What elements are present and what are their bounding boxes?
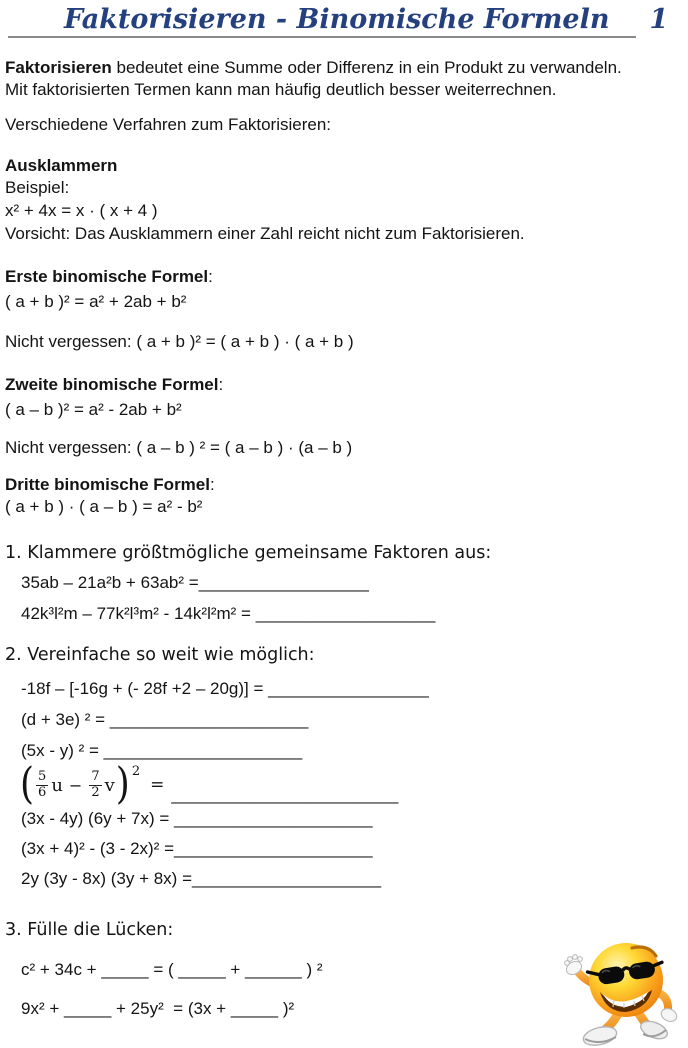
answer-blank: ___________________ [255,604,436,623]
ausklammern-warning: Vorsicht: Das Ausklammern einer Zahl reicht nicht zum Faktorisieren. [5,224,525,243]
denominator: 6 [38,784,47,800]
answer-blank: _____ [101,960,149,979]
binomial1-formula: ( a + b )² = a² + 2ab + b² [5,292,187,311]
answer-blank: _____________________ [174,839,373,858]
expression-text: (3x - 4y) (6y + 7x) = [21,809,175,828]
ausklammern-example: x² + 4x = x · ( x + 4 ) [5,201,158,220]
ausklammern-heading: Ausklammern [5,156,118,175]
close-paren: ) [115,759,130,809]
numerator: 7 [91,768,100,784]
worksheet-title: Faktorisieren - Binomische Formeln [64,4,610,35]
expression-text: 35ab – 21a²b + 63ab² = [21,573,199,592]
smiley-sunglasses-emoji-icon [556,930,686,1048]
expression-text: 42k³l²m – 77k²l³m² - 14k²l²m² = [21,604,256,623]
binomial2-formula: ( a – b )² = a² - 2ab + b² [5,400,182,419]
exercise2-heading: 2. Vereinfache so weit wie möglich: [5,645,315,665]
answer-blank: ____________________ [192,869,382,888]
variable-u: u [51,774,63,796]
variable-v: v [104,774,115,796]
answer-blank: _____________________ [103,741,303,760]
answer-blank: __________________ [198,573,369,592]
page-number: 1 [649,4,669,35]
exponent: 2 [131,764,141,779]
expression-text: -18f – [-16g + (- 28f +2 – 20g)] = [21,679,269,698]
answer-blank: _____________________ [109,710,309,729]
expression-text: (3x + 4)² - (3 - 2x)² = [21,839,175,858]
exercise2-item2 [21,709,688,731]
expression-text: + [225,960,246,979]
heading-colon: : [209,475,215,494]
exercise1-item2 [21,603,688,625]
expression-text: c² + 34c + [21,960,102,979]
exercise2-item3 [21,740,688,762]
open-paren: ( [20,759,35,809]
expression-text: )² [278,999,295,1018]
beispiel-label: Beispiel: [5,178,70,197]
denominator: 2 [91,784,100,800]
expression-text: ) ² [301,960,323,979]
equals-sign: = [150,775,165,795]
exercise1-item1 [21,572,688,594]
expression-text: (d + 3e) ² = [21,710,110,729]
fraction-7-2 [89,770,101,800]
expression-text: = ( [148,960,179,979]
intro-lead-bold: Faktorisieren [5,58,112,77]
binomial3-formula: ( a + b ) · ( a – b ) = a² - b² [5,497,203,516]
heading-colon: : [208,267,213,286]
exercise2-item4-fraction [20,759,688,809]
intro-line-2: Mit faktorisierten Termen kann man häufig deutlich besser weiterrechnen. [5,80,557,99]
intro-line-1 [5,57,688,79]
fraction-5-6 [36,770,48,800]
binomial2-heading: Zweite binomische Formel: [5,375,224,394]
heading-colon: : [218,375,224,394]
title-row [0,0,688,34]
exercise1-heading: 1. Klammere größtmögliche gemeinsame Faktoren aus: [5,543,492,563]
exercise2-item1 [21,678,688,700]
minus-operator: − [68,775,83,795]
answer-blank: _____ [178,960,226,979]
exercise2-item5 [21,808,688,830]
binomial1-heading: Erste binomische Formel: [5,267,213,286]
methods-intro: Verschiedene Verfahren zum Faktorisieren: [5,115,332,134]
numerator: 5 [38,768,47,784]
answer-blank: _________________ [268,679,429,698]
answer-blank: _____________________ [174,809,373,828]
binomial1-note: Nicht vergessen: ( a + b )² = ( a + b ) · ( a + b ) [5,332,354,351]
expression-text: + 25y² = (3x + [111,999,231,1018]
exercise3-heading: 3. Fülle die Lücken: [5,920,174,940]
exercise2-item6 [21,838,688,860]
expression-text: 2y (3y - 8x) (3y + 8x) = [21,869,192,888]
title-rule [8,36,636,38]
answer-blank: _____ [230,999,279,1018]
expression-text: 9x² + [21,999,64,1018]
answer-blank: ________________________ [171,785,399,804]
answer-blank: ______ [245,960,302,979]
exercise2-item7 [21,868,688,890]
intro-line-1-rest: bedeutet eine Summe oder Differenz in ein Produkt zu verwandeln. [111,58,622,77]
binomial2-note: Nicht vergessen: ( a – b ) ² = ( a – b ) · (a – b ) [5,438,353,457]
binomial3-heading: Dritte binomische Formel: [5,475,215,494]
answer-blank: _____ [64,999,112,1018]
expression-text: (5x - y) ² = [21,741,104,760]
